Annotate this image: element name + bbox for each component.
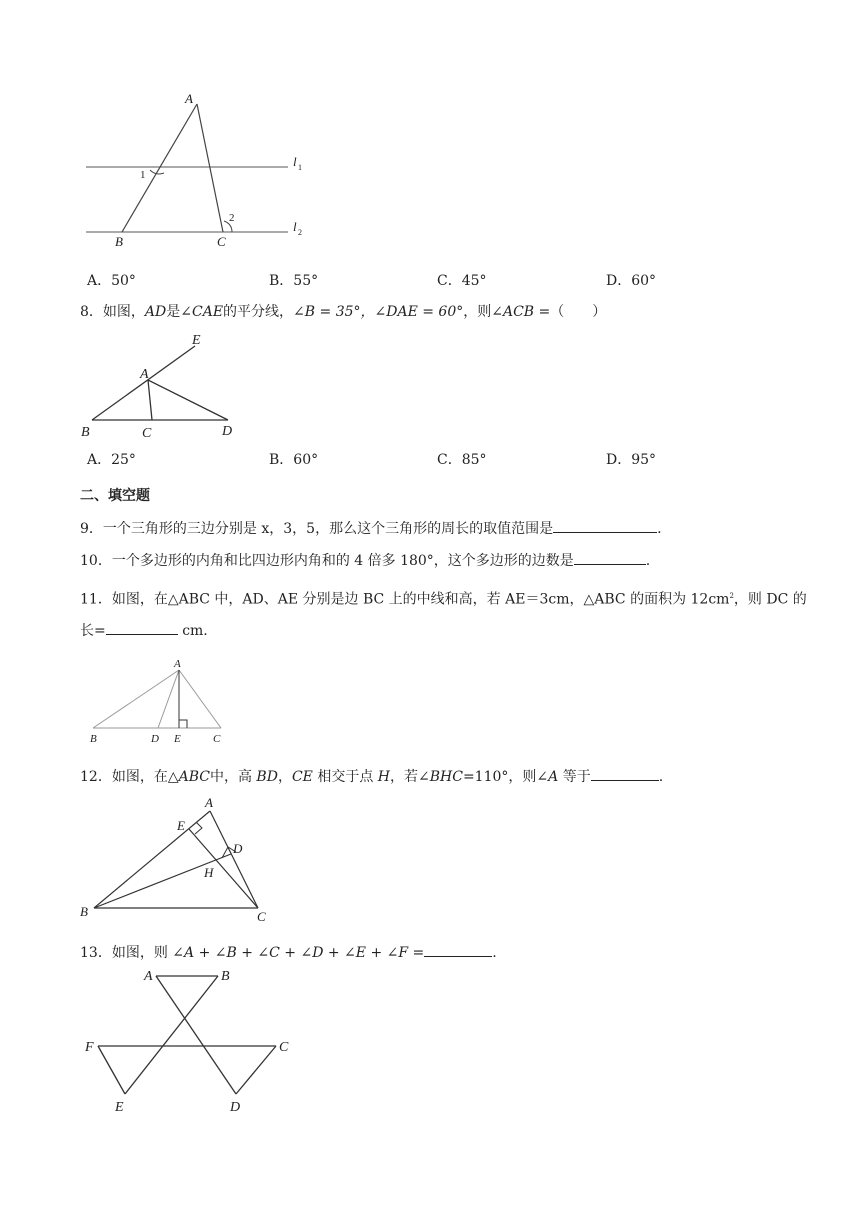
q8-option-b: B．60°: [269, 452, 319, 468]
q8-label-E: E: [192, 333, 201, 348]
q7-option-a: A．50°: [87, 273, 136, 289]
q12-label-E: E: [177, 818, 185, 833]
q8-label-B: B: [81, 425, 90, 440]
q13-label-B: B: [221, 969, 230, 984]
q7-label-B: B: [115, 234, 123, 249]
q12-label-A: A: [205, 795, 213, 810]
q8-figure: [78, 328, 258, 440]
q12-figure: [78, 792, 273, 922]
q13-answer-blank[interactable]: [424, 942, 492, 957]
q13-question: 13．如图，则 ∠A + ∠B + ∠C + ∠D + ∠E + ∠F = .: [80, 942, 497, 963]
q7-label-l2-sub: 2: [298, 228, 302, 237]
q7-label-2: 2: [229, 212, 235, 224]
q11-question-line1: 11．如图，在△ABC 中，AD、AE 分别是边 BC 上的中线和高，若 AE＝3cm，△ABC 的面积为 $12cm^2$，则 DC 的: [80, 591, 807, 608]
q10-answer-blank[interactable]: [574, 550, 646, 565]
q11-answer-blank[interactable]: [106, 620, 178, 635]
q12-label-H: H: [204, 865, 214, 880]
q8-option-c: C．85°: [437, 452, 487, 468]
q12-label-B: B: [80, 904, 88, 919]
q12-label-C: C: [257, 909, 266, 924]
q7-label-A: A: [185, 91, 193, 106]
q11-label-D: D: [151, 733, 159, 745]
q8-label-C: C: [142, 426, 152, 441]
q12-question: 12．如图，在△ABC中，高 BD，CE 相交于点 H，若∠BHC=110°，则∠A 等于 .: [80, 766, 663, 787]
q11-question-line2: 长= cm.: [80, 620, 208, 641]
q12-answer-blank[interactable]: [591, 766, 659, 781]
q9-answer-blank[interactable]: [553, 518, 657, 533]
q7-option-b: B．55°: [269, 273, 319, 289]
q7-label-1: 1: [140, 169, 146, 181]
q7-label-l1-sub: 1: [298, 163, 302, 172]
q7-option-c: C．45°: [437, 273, 487, 289]
q13-label-A: A: [144, 969, 153, 984]
q13-label-D: D: [230, 1100, 241, 1115]
q9-question: 9．一个三角形的三边分别是 x，3，5，那么这个三角形的周长的取值范围是 .: [80, 518, 662, 539]
q11-label-B: B: [90, 733, 97, 745]
q7-label-l1: l: [293, 154, 297, 169]
q11-label-A: A: [174, 658, 181, 670]
q11-label-C: C: [213, 733, 221, 745]
q8-option-d: D．95°: [606, 452, 657, 468]
q7-label-C: C: [217, 234, 226, 249]
q8-label-A: A: [140, 367, 149, 382]
q8-label-D: D: [222, 424, 233, 439]
q7-figure: [80, 88, 320, 253]
q7-option-d: D．60°: [606, 273, 657, 289]
q11-figure: [86, 654, 232, 748]
q8-question: 8．如图，AD是∠CAE的平分线，∠B = 35°，∠DAE = 60°，则∠ACB =（ ）: [80, 304, 607, 320]
q11-label-E: E: [174, 733, 181, 745]
q13-label-E: E: [115, 1100, 124, 1115]
section-title: 二、填空题: [80, 488, 150, 504]
q13-figure: [80, 962, 300, 1120]
q12-label-D: D: [233, 841, 243, 856]
q7-label-l2: l: [293, 219, 297, 234]
q8-option-a: A．25°: [87, 452, 136, 468]
q10-question: 10．一个多边形的内角和比四边形内角和的 4 倍多 180°，这个多边形的边数是 .: [80, 550, 650, 571]
q13-label-C: C: [279, 1040, 289, 1055]
q13-label-F: F: [85, 1040, 94, 1055]
